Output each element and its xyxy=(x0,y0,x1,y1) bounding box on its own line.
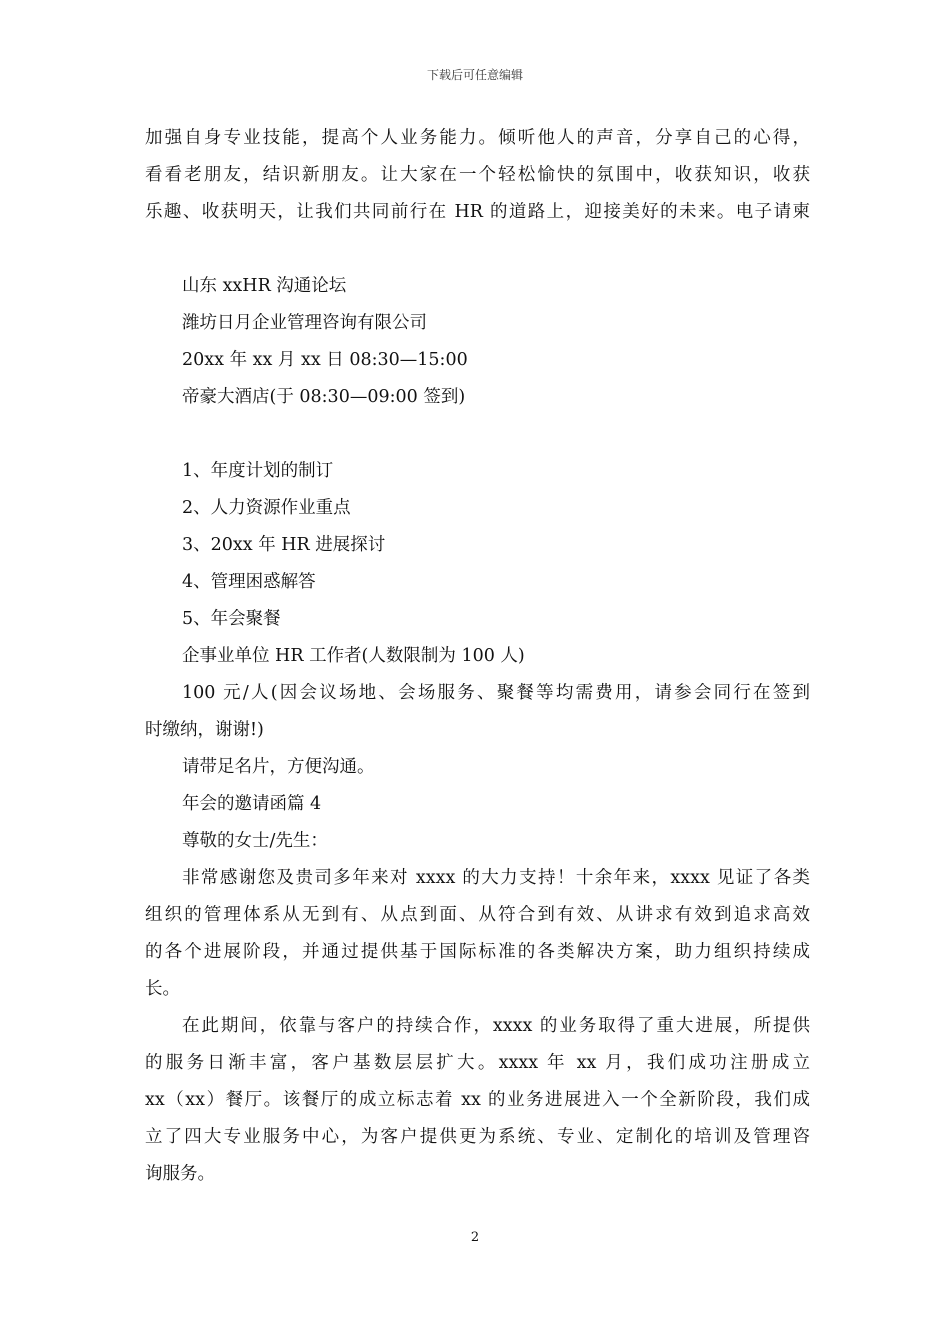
blank-line xyxy=(145,416,810,453)
section-title: 年会的邀请函篇 4 xyxy=(182,794,322,814)
event-datetime: 20xx 年 xx 月 xx 日 08:30—15:00 xyxy=(182,350,468,370)
salutation: 尊敬的女士/先生： xyxy=(182,831,328,851)
paragraph1-line: 加强自身专业技能，提高个人业务能力。倾听他人的声音，分享自己的心得， xyxy=(145,128,810,148)
attendees-info: 企事业单位 HR 工作者(人数限制为 100 人) xyxy=(182,646,525,666)
paragraph1-line: 乐趣、收获明天，让我们共同前行在 HR 的道路上，迎接美好的未来。电子请柬 xyxy=(145,202,810,222)
agenda-item: 4、管理困惑解答 xyxy=(182,572,316,592)
paragraph1-line: 看看老朋友，结识新朋友。让大家在一个轻松愉快的氛围中，收获知识，收获 xyxy=(145,165,810,185)
agenda-item: 3、20xx 年 HR 进展探讨 xyxy=(182,535,386,555)
fee-info-line: 时缴纳，谢谢!) xyxy=(145,720,264,740)
paragraph2-line: 非常感谢您及贵司多年来对 xxxx 的大力支持！十余年来，xxxx 见证了各类 xyxy=(182,868,810,888)
event-organizer: 潍坊日月企业管理咨询有限公司 xyxy=(182,313,427,333)
paragraph3-line: 询服务。 xyxy=(145,1164,215,1184)
paragraph3-line: 立了四大专业服务中心，为客户提供更为系统、专业、定制化的培训及管理咨 xyxy=(145,1127,810,1147)
document-body xyxy=(145,120,810,1193)
paragraph2-line: 的各个进展阶段，并通过提供基于国际标准的各类解决方案，助力组织持续成 xyxy=(145,942,810,962)
paragraph2-line: 组织的管理体系从无到有、从点到面、从符合到有效、从讲求有效到追求高效 xyxy=(145,905,810,925)
event-venue: 帝豪大酒店(于 08:30—09:00 签到) xyxy=(182,387,466,407)
paragraph3-line: 的服务日渐丰富，客户基数层层扩大。xxxx 年 xx 月，我们成功注册成立 xyxy=(145,1053,810,1073)
paragraph3-line: 在此期间，依靠与客户的持续合作，xxxx 的业务取得了重大进展，所提供 xyxy=(182,1016,810,1036)
paragraph2-line: 长。 xyxy=(145,979,180,999)
note-text: 请带足名片，方便沟通。 xyxy=(182,757,375,777)
fee-info-line: 100 元/人(因会议场地、会场服务、聚餐等均需费用，请参会同行在签到 xyxy=(182,683,810,703)
paragraph3-line: xx（xx）餐厅。该餐厅的成立标志着 xx 的业务进展进入一个全新阶段，我们成 xyxy=(145,1090,810,1110)
page-header: 下载后可任意编辑 xyxy=(426,68,523,82)
agenda-item: 5、年会聚餐 xyxy=(182,609,281,629)
page-number: 2 xyxy=(470,1230,480,1245)
agenda-item: 1、年度计划的制订 xyxy=(182,461,334,481)
event-forum-name: 山东 xxHR 沟通论坛 xyxy=(182,276,347,296)
agenda-item: 2、人力资源作业重点 xyxy=(182,498,351,518)
blank-line xyxy=(145,231,810,268)
